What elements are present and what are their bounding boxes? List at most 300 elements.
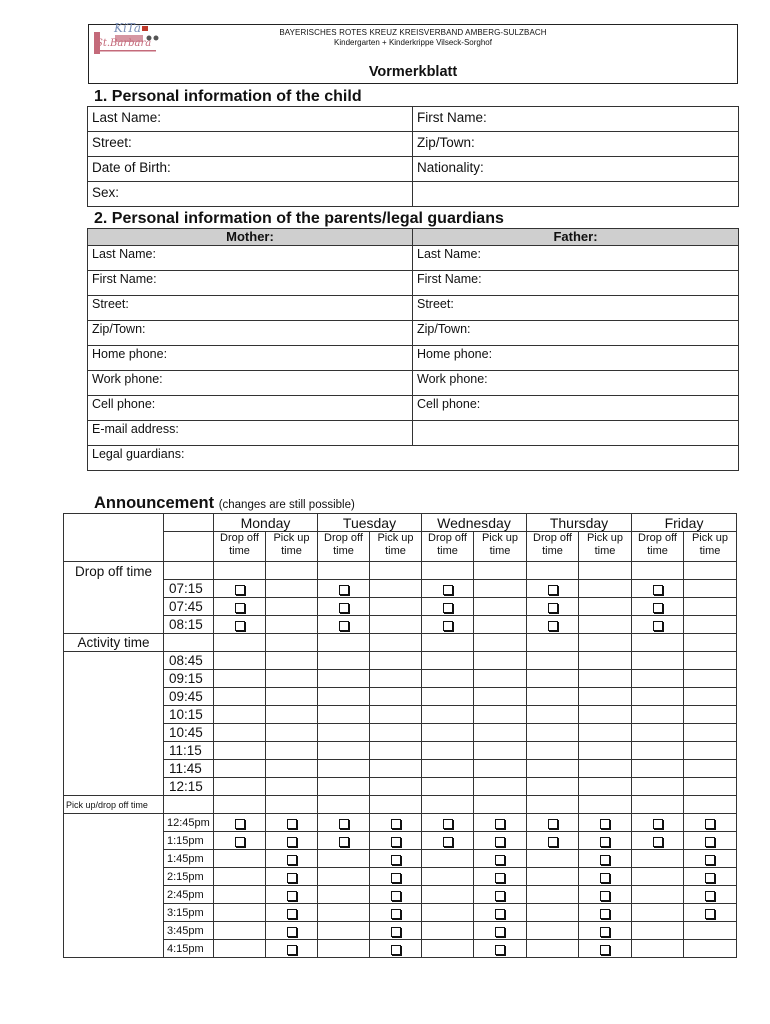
activity-cell[interactable] bbox=[214, 742, 266, 760]
activity-cell[interactable] bbox=[214, 670, 266, 688]
activity-cell[interactable] bbox=[527, 760, 579, 778]
legal-guardians-field[interactable]: Legal guardians: bbox=[88, 446, 739, 471]
time-label: 10:15 bbox=[164, 706, 214, 724]
activity-cell[interactable] bbox=[632, 688, 684, 706]
dropoff-checkbox-friday[interactable] bbox=[632, 598, 684, 616]
dropoff-checkbox-thursday[interactable] bbox=[527, 832, 579, 850]
checkbox-icon[interactable] bbox=[705, 819, 715, 829]
empty-cell bbox=[474, 796, 527, 814]
pickup-checkbox-friday[interactable] bbox=[684, 886, 737, 904]
child-nationality-field[interactable]: Nationality: bbox=[413, 157, 739, 182]
pickup-checkbox-friday[interactable] bbox=[684, 904, 737, 922]
checkbox-icon[interactable] bbox=[653, 837, 663, 847]
empty-cell bbox=[474, 634, 527, 652]
dropoff-checkbox-thursday[interactable] bbox=[527, 814, 579, 832]
pickup-checkbox-thursday[interactable] bbox=[579, 904, 632, 922]
pickup-checkbox-tuesday[interactable] bbox=[370, 922, 422, 940]
pickup-checkbox-wednesday[interactable] bbox=[474, 886, 527, 904]
checkbox-icon[interactable] bbox=[339, 585, 349, 595]
drop-off-category-label: Drop off time bbox=[64, 562, 164, 634]
activity-cell[interactable] bbox=[370, 688, 422, 706]
activity-cell[interactable] bbox=[684, 778, 737, 796]
activity-cell[interactable] bbox=[422, 742, 474, 760]
activity-cell[interactable] bbox=[474, 778, 527, 796]
pickup-checkbox-tuesday[interactable] bbox=[370, 904, 422, 922]
checkbox-icon[interactable] bbox=[495, 873, 505, 883]
checkbox-icon[interactable] bbox=[235, 837, 245, 847]
time-label: 4:15pm bbox=[164, 940, 214, 958]
time-label: 07:15 bbox=[164, 580, 214, 598]
father-last-name-field[interactable]: Last Name: bbox=[413, 246, 739, 271]
activity-cell[interactable] bbox=[318, 706, 370, 724]
checkbox-icon[interactable] bbox=[391, 873, 401, 883]
pickup-checkbox-friday[interactable] bbox=[684, 832, 737, 850]
time-header-cell bbox=[164, 514, 214, 532]
activity-cell[interactable] bbox=[422, 778, 474, 796]
activity-cell[interactable] bbox=[422, 670, 474, 688]
pickup-checkbox-wednesday[interactable] bbox=[474, 850, 527, 868]
checkbox-icon[interactable] bbox=[339, 603, 349, 613]
mother-work-phone-field[interactable]: Work phone: bbox=[88, 371, 413, 396]
table-row bbox=[88, 271, 739, 296]
activity-cell[interactable] bbox=[266, 778, 318, 796]
empty-cell bbox=[632, 562, 684, 580]
empty-cell bbox=[684, 634, 737, 652]
empty-cell bbox=[684, 580, 737, 598]
checkbox-icon[interactable] bbox=[705, 855, 715, 865]
empty-cell bbox=[422, 796, 474, 814]
pickup-checkbox-tuesday[interactable] bbox=[370, 868, 422, 886]
father-cell-phone-field[interactable]: Cell phone: bbox=[413, 396, 739, 421]
activity-cell[interactable] bbox=[370, 724, 422, 742]
activity-cell[interactable] bbox=[214, 724, 266, 742]
activity-cell[interactable] bbox=[370, 706, 422, 724]
dropoff-checkbox-friday[interactable] bbox=[632, 616, 684, 634]
checkbox-icon[interactable] bbox=[287, 891, 297, 901]
activity-cell[interactable] bbox=[632, 760, 684, 778]
pickup-checkbox-friday[interactable] bbox=[684, 850, 737, 868]
pickup-checkbox-wednesday[interactable] bbox=[474, 814, 527, 832]
activity-cell[interactable] bbox=[684, 688, 737, 706]
activity-cell[interactable] bbox=[527, 670, 579, 688]
time-label: 09:15 bbox=[164, 670, 214, 688]
checkbox-icon[interactable] bbox=[287, 927, 297, 937]
activity-cell[interactable] bbox=[318, 688, 370, 706]
table-row bbox=[64, 706, 737, 724]
drop-off-header-friday: Drop off time bbox=[632, 532, 684, 562]
empty-cell bbox=[579, 634, 632, 652]
checkbox-icon[interactable] bbox=[339, 621, 349, 631]
checkbox-icon[interactable] bbox=[443, 603, 453, 613]
activity-cell[interactable] bbox=[474, 742, 527, 760]
empty-cell bbox=[214, 904, 266, 922]
dropoff-checkbox-wednesday[interactable] bbox=[422, 580, 474, 598]
father-zip-town-field[interactable]: Zip/Town: bbox=[413, 321, 739, 346]
dropoff-checkbox-tuesday[interactable] bbox=[318, 580, 370, 598]
activity-cell[interactable] bbox=[579, 742, 632, 760]
activity-cell[interactable] bbox=[579, 688, 632, 706]
activity-cell[interactable] bbox=[214, 688, 266, 706]
pickup-checkbox-monday[interactable] bbox=[266, 886, 318, 904]
empty-cell bbox=[214, 850, 266, 868]
activity-cell[interactable] bbox=[318, 652, 370, 670]
dropoff-checkbox-wednesday[interactable] bbox=[422, 616, 474, 634]
checkbox-icon[interactable] bbox=[235, 819, 245, 829]
table-row bbox=[88, 296, 739, 321]
sub-header-row bbox=[64, 532, 737, 562]
table-row bbox=[64, 634, 737, 652]
pickup-checkbox-wednesday[interactable] bbox=[474, 868, 527, 886]
activity-cell[interactable] bbox=[422, 688, 474, 706]
father-work-phone-field[interactable]: Work phone: bbox=[413, 371, 739, 396]
activity-cell[interactable] bbox=[474, 670, 527, 688]
checkbox-icon[interactable] bbox=[391, 927, 401, 937]
empty-cell bbox=[632, 868, 684, 886]
activity-cell[interactable] bbox=[632, 652, 684, 670]
checkbox-icon[interactable] bbox=[391, 891, 401, 901]
dropoff-checkbox-monday[interactable] bbox=[214, 814, 266, 832]
dropoff-checkbox-tuesday[interactable] bbox=[318, 814, 370, 832]
checkbox-icon[interactable] bbox=[548, 819, 558, 829]
checkbox-icon[interactable] bbox=[600, 909, 610, 919]
activity-cell[interactable] bbox=[684, 742, 737, 760]
activity-cell[interactable] bbox=[632, 670, 684, 688]
child-last-name-field[interactable]: Last Name: bbox=[88, 107, 413, 132]
pickup-checkbox-wednesday[interactable] bbox=[474, 904, 527, 922]
dropoff-checkbox-thursday[interactable] bbox=[527, 616, 579, 634]
father-first-name-field[interactable]: First Name: bbox=[413, 271, 739, 296]
activity-cell[interactable] bbox=[214, 706, 266, 724]
dropoff-checkbox-monday[interactable] bbox=[214, 616, 266, 634]
empty-cell bbox=[318, 868, 370, 886]
activity-cell[interactable] bbox=[214, 652, 266, 670]
checkbox-icon[interactable] bbox=[287, 819, 297, 829]
activity-cell[interactable] bbox=[632, 778, 684, 796]
empty-cell bbox=[266, 616, 318, 634]
checkbox-icon[interactable] bbox=[391, 855, 401, 865]
pickup-checkbox-tuesday[interactable] bbox=[370, 850, 422, 868]
mother-street-field[interactable]: Street: bbox=[88, 296, 413, 321]
empty-cell bbox=[684, 922, 737, 940]
activity-cell[interactable] bbox=[422, 706, 474, 724]
table-header-row bbox=[88, 229, 739, 246]
activity-cell[interactable] bbox=[684, 652, 737, 670]
activity-cell[interactable] bbox=[579, 670, 632, 688]
announcement-heading bbox=[94, 494, 355, 513]
activity-cell[interactable] bbox=[318, 778, 370, 796]
pickup-checkbox-thursday[interactable] bbox=[579, 850, 632, 868]
dropoff-checkbox-monday[interactable] bbox=[214, 598, 266, 616]
activity-cell[interactable] bbox=[370, 670, 422, 688]
activity-cell[interactable] bbox=[370, 742, 422, 760]
time-label: 1:45pm bbox=[164, 850, 214, 868]
dropoff-checkbox-wednesday[interactable] bbox=[422, 814, 474, 832]
empty-cell bbox=[318, 886, 370, 904]
announcement-title: Announcement bbox=[94, 494, 215, 512]
checkbox-icon[interactable] bbox=[339, 819, 349, 829]
activity-cell[interactable] bbox=[474, 706, 527, 724]
email-address-field[interactable]: E-mail address: bbox=[88, 421, 413, 446]
empty-cell bbox=[318, 904, 370, 922]
pickup-checkbox-wednesday[interactable] bbox=[474, 832, 527, 850]
checkbox-icon[interactable] bbox=[443, 621, 453, 631]
child-street-field[interactable]: Street: bbox=[88, 132, 413, 157]
activity-cell[interactable] bbox=[579, 706, 632, 724]
checkbox-icon[interactable] bbox=[600, 819, 610, 829]
checkbox-icon[interactable] bbox=[705, 873, 715, 883]
checkbox-icon[interactable] bbox=[339, 837, 349, 847]
activity-cell[interactable] bbox=[370, 652, 422, 670]
father-home-phone-field[interactable]: Home phone: bbox=[413, 346, 739, 371]
pickup-checkbox-monday[interactable] bbox=[266, 832, 318, 850]
child-first-name-field[interactable]: First Name: bbox=[413, 107, 739, 132]
dropoff-checkbox-friday[interactable] bbox=[632, 832, 684, 850]
mother-cell-phone-field[interactable]: Cell phone: bbox=[88, 396, 413, 421]
father-email-field[interactable] bbox=[413, 421, 739, 446]
activity-cell[interactable] bbox=[684, 670, 737, 688]
activity-cell[interactable] bbox=[684, 706, 737, 724]
empty-cell bbox=[632, 886, 684, 904]
checkbox-icon[interactable] bbox=[653, 603, 663, 613]
activity-cell[interactable] bbox=[266, 706, 318, 724]
pickup-checkbox-monday[interactable] bbox=[266, 814, 318, 832]
pickup-checkbox-tuesday[interactable] bbox=[370, 832, 422, 850]
activity-cell[interactable] bbox=[474, 652, 527, 670]
activity-cell[interactable] bbox=[684, 760, 737, 778]
activity-cell[interactable] bbox=[527, 652, 579, 670]
checkbox-icon[interactable] bbox=[495, 819, 505, 829]
checkbox-icon[interactable] bbox=[443, 819, 453, 829]
checkbox-icon[interactable] bbox=[287, 873, 297, 883]
child-birth-date-field[interactable]: Date of Birth: bbox=[88, 157, 413, 182]
empty-cell bbox=[579, 598, 632, 616]
checkbox-icon[interactable] bbox=[495, 855, 505, 865]
table-row bbox=[88, 246, 739, 271]
activity-cell[interactable] bbox=[422, 760, 474, 778]
pickup-checkbox-monday[interactable] bbox=[266, 922, 318, 940]
pickup-checkbox-thursday[interactable] bbox=[579, 814, 632, 832]
checkbox-icon[interactable] bbox=[705, 891, 715, 901]
time-label: 11:15 bbox=[164, 742, 214, 760]
pickup-checkbox-thursday[interactable] bbox=[579, 868, 632, 886]
checkbox-icon[interactable] bbox=[287, 945, 297, 955]
checkbox-icon[interactable] bbox=[391, 909, 401, 919]
pickup-checkbox-monday[interactable] bbox=[266, 868, 318, 886]
pickup-checkbox-monday[interactable] bbox=[266, 904, 318, 922]
checkbox-icon[interactable] bbox=[653, 819, 663, 829]
activity-cell[interactable] bbox=[214, 760, 266, 778]
pickup-checkbox-wednesday[interactable] bbox=[474, 922, 527, 940]
empty-cell bbox=[632, 796, 684, 814]
pickup-checkbox-wednesday[interactable] bbox=[474, 940, 527, 958]
pickup-checkbox-monday[interactable] bbox=[266, 940, 318, 958]
table-row bbox=[88, 346, 739, 371]
parents-section-heading: 2. Personal information of the parents/legal guardians bbox=[94, 210, 504, 227]
dropoff-checkbox-wednesday[interactable] bbox=[422, 832, 474, 850]
checkbox-icon[interactable] bbox=[391, 837, 401, 847]
checkbox-icon[interactable] bbox=[495, 927, 505, 937]
checkbox-icon[interactable] bbox=[548, 837, 558, 847]
checkbox-icon[interactable] bbox=[653, 585, 663, 595]
checkbox-icon[interactable] bbox=[495, 909, 505, 919]
activity-cell[interactable] bbox=[266, 760, 318, 778]
activity-cell[interactable] bbox=[266, 652, 318, 670]
dropoff-checkbox-thursday[interactable] bbox=[527, 580, 579, 598]
checkbox-icon[interactable] bbox=[548, 603, 558, 613]
activity-cell[interactable] bbox=[266, 688, 318, 706]
dropoff-checkbox-friday[interactable] bbox=[632, 814, 684, 832]
checkbox-icon[interactable] bbox=[235, 585, 245, 595]
activity-cell[interactable] bbox=[579, 652, 632, 670]
checkbox-icon[interactable] bbox=[287, 909, 297, 919]
checkbox-icon[interactable] bbox=[391, 945, 401, 955]
checkbox-icon[interactable] bbox=[600, 873, 610, 883]
pickup-checkbox-thursday[interactable] bbox=[579, 886, 632, 904]
dropoff-checkbox-monday[interactable] bbox=[214, 832, 266, 850]
activity-cell[interactable] bbox=[474, 724, 527, 742]
checkbox-icon[interactable] bbox=[548, 585, 558, 595]
checkbox-icon[interactable] bbox=[600, 855, 610, 865]
table-row bbox=[64, 724, 737, 742]
empty-cell bbox=[266, 634, 318, 652]
activity-cell[interactable] bbox=[370, 760, 422, 778]
dropoff-checkbox-tuesday[interactable] bbox=[318, 616, 370, 634]
checkbox-icon[interactable] bbox=[443, 837, 453, 847]
table-row bbox=[64, 778, 737, 796]
checkbox-icon[interactable] bbox=[600, 945, 610, 955]
activity-cell[interactable] bbox=[527, 724, 579, 742]
activity-cell[interactable] bbox=[266, 670, 318, 688]
checkbox-icon[interactable] bbox=[600, 927, 610, 937]
table-row bbox=[88, 421, 739, 446]
activity-cell[interactable] bbox=[527, 742, 579, 760]
time-label: 12:15 bbox=[164, 778, 214, 796]
child-zip-town-field[interactable]: Zip/Town: bbox=[413, 132, 739, 157]
pickup-checkbox-tuesday[interactable] bbox=[370, 940, 422, 958]
table-row bbox=[64, 562, 737, 580]
svg-text:KiTa: KiTa bbox=[114, 21, 142, 35]
activity-cell[interactable] bbox=[527, 778, 579, 796]
empty-cell bbox=[632, 850, 684, 868]
empty-cell bbox=[632, 922, 684, 940]
empty-cell bbox=[422, 868, 474, 886]
mother-first-name-field[interactable]: First Name: bbox=[88, 271, 413, 296]
checkbox-icon[interactable] bbox=[705, 837, 715, 847]
activity-cell[interactable] bbox=[214, 778, 266, 796]
empty-cell bbox=[214, 796, 266, 814]
checkbox-icon[interactable] bbox=[653, 621, 663, 631]
empty-cell bbox=[684, 796, 737, 814]
dropoff-checkbox-tuesday[interactable] bbox=[318, 832, 370, 850]
empty-cell bbox=[370, 616, 422, 634]
pickup-checkbox-thursday[interactable] bbox=[579, 922, 632, 940]
child-sex-field[interactable]: Sex: bbox=[88, 182, 413, 207]
activity-cell[interactable] bbox=[684, 724, 737, 742]
pickup-checkbox-thursday[interactable] bbox=[579, 940, 632, 958]
activity-cell[interactable] bbox=[318, 670, 370, 688]
checkbox-icon[interactable] bbox=[495, 945, 505, 955]
activity-cell[interactable] bbox=[318, 742, 370, 760]
activity-cell[interactable] bbox=[370, 778, 422, 796]
day-header-monday: Monday bbox=[214, 514, 318, 532]
activity-cell[interactable] bbox=[632, 742, 684, 760]
checkbox-icon[interactable] bbox=[443, 585, 453, 595]
day-header-row bbox=[64, 514, 737, 532]
checkbox-icon[interactable] bbox=[600, 891, 610, 901]
pick-up-header-friday: Pick up time bbox=[684, 532, 737, 562]
mother-last-name-field[interactable]: Last Name: bbox=[88, 246, 413, 271]
empty-cell bbox=[684, 562, 737, 580]
activity-cell[interactable] bbox=[632, 724, 684, 742]
father-street-field[interactable]: Street: bbox=[413, 296, 739, 321]
pickup-checkbox-monday[interactable] bbox=[266, 850, 318, 868]
activity-cell[interactable] bbox=[474, 760, 527, 778]
activity-cell[interactable] bbox=[266, 742, 318, 760]
checkbox-icon[interactable] bbox=[548, 621, 558, 631]
dropoff-checkbox-monday[interactable] bbox=[214, 580, 266, 598]
table-row bbox=[64, 760, 737, 778]
checkbox-icon[interactable] bbox=[600, 837, 610, 847]
time-label: 3:15pm bbox=[164, 904, 214, 922]
activity-cell[interactable] bbox=[579, 778, 632, 796]
pickup-checkbox-tuesday[interactable] bbox=[370, 814, 422, 832]
checkbox-icon[interactable] bbox=[287, 855, 297, 865]
table-row bbox=[64, 796, 737, 814]
activity-cell[interactable] bbox=[318, 760, 370, 778]
pickup-checkbox-tuesday[interactable] bbox=[370, 886, 422, 904]
checkbox-icon[interactable] bbox=[287, 837, 297, 847]
checkbox-icon[interactable] bbox=[391, 819, 401, 829]
activity-cell[interactable] bbox=[266, 724, 318, 742]
dropoff-checkbox-tuesday[interactable] bbox=[318, 598, 370, 616]
empty-cell bbox=[422, 850, 474, 868]
dropoff-checkbox-friday[interactable] bbox=[632, 580, 684, 598]
checkbox-icon[interactable] bbox=[495, 891, 505, 901]
empty-cell bbox=[632, 634, 684, 652]
activity-cell[interactable] bbox=[422, 652, 474, 670]
dropoff-checkbox-wednesday[interactable] bbox=[422, 598, 474, 616]
pickup-checkbox-friday[interactable] bbox=[684, 814, 737, 832]
child-empty-field[interactable] bbox=[413, 182, 739, 207]
time-subheader-cell bbox=[164, 532, 214, 562]
empty-cell bbox=[474, 562, 527, 580]
activity-cell[interactable] bbox=[579, 760, 632, 778]
checkbox-icon[interactable] bbox=[495, 837, 505, 847]
day-header-thursday: Thursday bbox=[527, 514, 632, 532]
checkbox-icon[interactable] bbox=[235, 621, 245, 631]
checkbox-icon[interactable] bbox=[235, 603, 245, 613]
checkbox-icon[interactable] bbox=[705, 909, 715, 919]
activity-cell[interactable] bbox=[474, 688, 527, 706]
child-info-table bbox=[87, 106, 739, 207]
activity-cell[interactable] bbox=[527, 706, 579, 724]
activity-cell[interactable] bbox=[632, 706, 684, 724]
pickup-checkbox-thursday[interactable] bbox=[579, 832, 632, 850]
pickup-checkbox-friday[interactable] bbox=[684, 868, 737, 886]
activity-cell[interactable] bbox=[318, 724, 370, 742]
empty-cell bbox=[318, 940, 370, 958]
activity-cell[interactable] bbox=[527, 688, 579, 706]
drop-off-header-wednesday: Drop off time bbox=[422, 532, 474, 562]
dropoff-checkbox-thursday[interactable] bbox=[527, 598, 579, 616]
empty-cell bbox=[370, 598, 422, 616]
table-row bbox=[88, 371, 739, 396]
mother-home-phone-field[interactable]: Home phone: bbox=[88, 346, 413, 371]
empty-cell bbox=[422, 562, 474, 580]
activity-cell[interactable] bbox=[579, 724, 632, 742]
activity-cell[interactable] bbox=[422, 724, 474, 742]
mother-zip-town-field[interactable]: Zip/Town: bbox=[88, 321, 413, 346]
